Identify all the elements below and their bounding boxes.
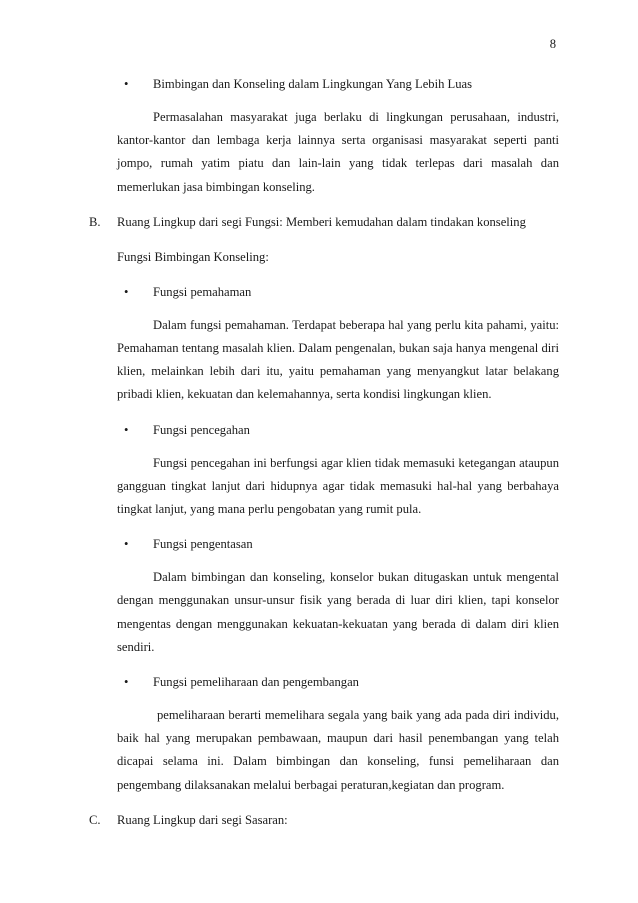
- bullet-item-lingkungan-luas: [89, 73, 559, 96]
- bullet-icon: •: [124, 284, 129, 299]
- paragraph-pemahaman: Dalam fungsi pemahaman. Terdapat beberapa hal yang perlu kita pahami, yaitu: Pemahaman tentang masalah klien. Dalam pengenalan, bukan saja hanya mengenal diri klien, melainkan lebih dari itu, yaitu pemahaman yang menyangkut latar belakang pribadi klien, kekuatan dan kelemahannya, serta kondisi lingkungan klien.: [117, 317, 559, 402]
- paragraph-pengentasan: Dalam bimbingan dan konseling, konselor bukan ditugaskan untuk mengental dengan menggunakan unsur-unsur fisik yang berada di luar diri klien, tapi konselor mengentas dengan menggunakan kekuatan-kekuatan yang berada di dalam diri klien sendiri.: [117, 570, 559, 654]
- bullet-item-pemeliharaan: [89, 671, 559, 694]
- page-number: 8: [549, 37, 556, 51]
- bullet-title: Fungsi pencegahan: [153, 422, 250, 437]
- paragraph-pemeliharaan: pemeliharaan berarti memelihara segala yang baik yang ada pada diri individu, baik hal yang merupakan pembawaan, maupun dari hasil penembangan yang telah dicapai selama ini. Dalam bimbingan dan konseling, funsi pemeliharaan dan pengembang dilaksanakan melalui berbagai peraturan,kegiatan dan program.: [117, 708, 559, 792]
- bullet-icon: •: [124, 675, 129, 690]
- document-body: [89, 73, 559, 832]
- bullet-item-pencegahan: [89, 419, 559, 442]
- section-title: Ruang Lingkup dari segi Sasaran:: [117, 812, 288, 827]
- section-b-heading: [89, 211, 559, 234]
- bullet-item-pengentasan: [89, 533, 559, 556]
- bullet-title: Fungsi pemeliharaan dan pengembangan: [153, 675, 359, 690]
- section-c-heading: [89, 809, 559, 832]
- paragraph-pencegahan: Fungsi pencegahan ini berfungsi agar klien tidak memasuki ketegangan ataupun gangguan tingkat lanjut dari hidupnya agar tidak memasuki hal-hal yang berbahaya tingkat lanjut, yang mana perlu pengobatan yang rumit pula.: [117, 455, 559, 517]
- bullet-title: Bimbingan dan Konseling dalam Lingkungan Yang Lebih Luas: [153, 77, 472, 91]
- bullet-icon: •: [124, 537, 129, 552]
- section-letter: C.: [89, 812, 101, 827]
- bullet-icon: •: [124, 77, 129, 91]
- fungsi-heading: Fungsi Bimbingan Konseling:: [117, 249, 269, 264]
- bullet-title: Fungsi pengentasan: [153, 537, 253, 552]
- paragraph-lingkungan-luas: Permasalahan masyarakat juga berlaku di lingkungan perusahaan, industri, kantor-kantor dan lembaga kerja lainnya serta organisasi masyarakat seperti panti jompo, rumah yatim piatu dan lain-lain yang tidak terlepas dari masalah dan memerlukan jasa bimbingan konseling.: [117, 110, 559, 194]
- bullet-item-pemahaman: [89, 281, 559, 304]
- section-title: Ruang Lingkup dari segi Fungsi: Memberi kemudahan dalam tindakan konseling: [117, 214, 526, 229]
- bullet-icon: •: [124, 422, 129, 437]
- bullet-title: Fungsi pemahaman: [153, 284, 252, 299]
- section-letter: B.: [89, 214, 101, 229]
